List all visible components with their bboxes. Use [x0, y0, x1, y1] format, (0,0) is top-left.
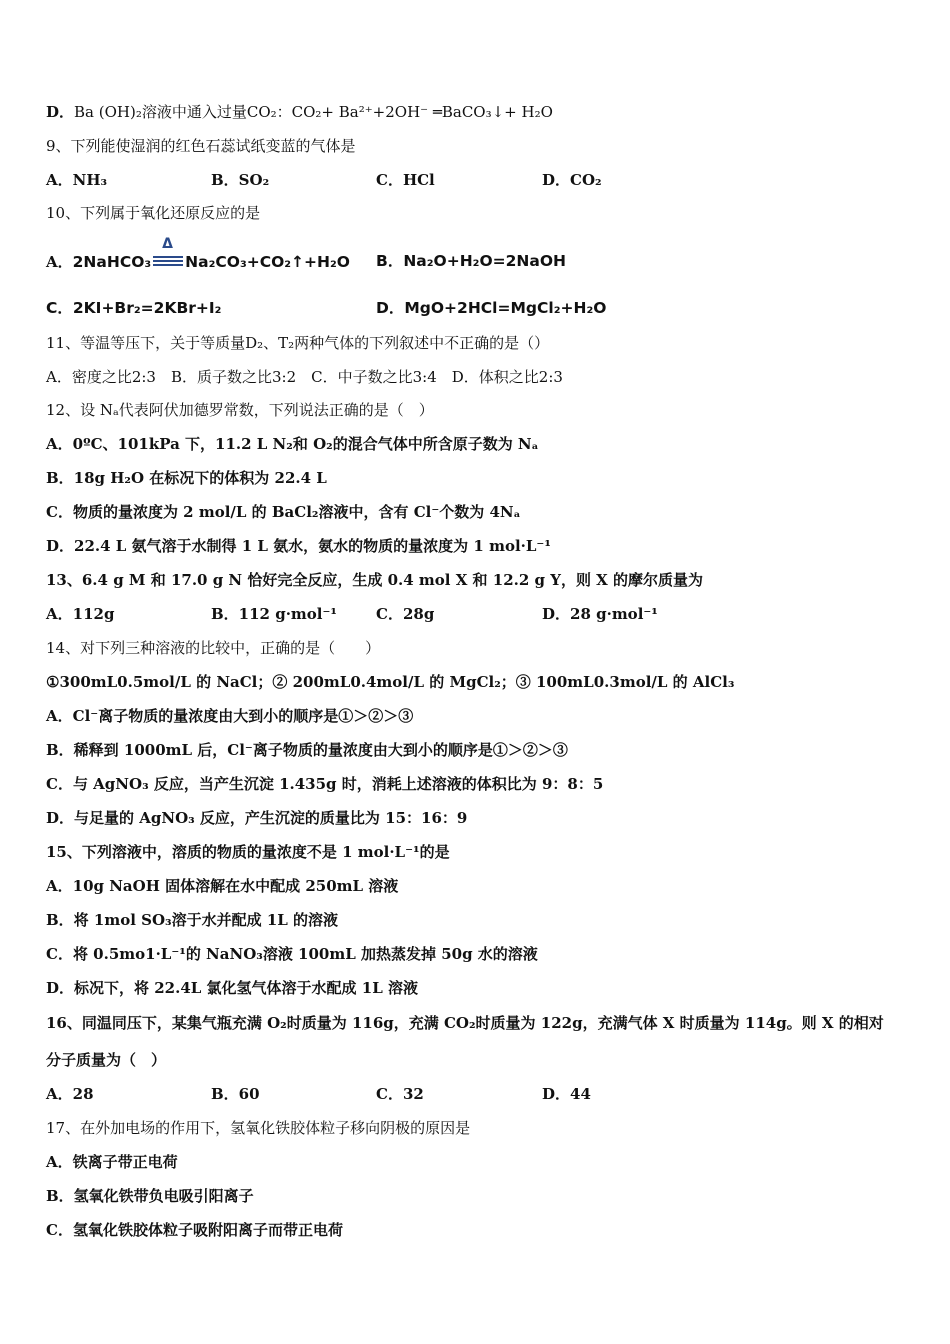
option-label: D． — [46, 103, 75, 121]
heat-equilibrium-arrow-icon — [151, 236, 185, 271]
q14-option-d: D．与足量的 AgNO₃ 反应，产生沉淀的质量比为 15：16：9 — [46, 809, 468, 827]
equation-left: 2NaHCO₃ — [72, 253, 152, 271]
q10-stem: 10、下列属于氧化还原反应的是 — [46, 204, 261, 222]
heat-delta: Δ — [162, 236, 174, 252]
option-text: Ba (OH)₂溶液中通入过量CO₂：CO₂+ Ba²⁺+2OH⁻ ═BaCO₃↓+ H₂O — [74, 103, 553, 121]
q17-option-c: C．氢氧化铁胶体粒子吸附阳离子而带正电荷 — [46, 1221, 343, 1239]
q15-option-a: A．10g NaOH 固体溶解在水中配成 250mL 溶液 — [46, 877, 399, 895]
q11-stem: 11、等温等压下，关于等质量D₂、T₂两种气体的下列叙述中不正确的是（） — [46, 334, 550, 352]
q10-row-ab — [46, 236, 910, 271]
q15-stem: 15、下列溶液中，溶质的物质的量浓度不是 1 mol·L⁻¹的是 — [46, 843, 450, 861]
q14-stem: 14、对下列三种溶液的比较中，正确的是（ ） — [46, 639, 381, 657]
q11-options: A．密度之比2:3 B．质子数之比3:2 C．中子数之比3:4 D．体积之比2:3 — [46, 368, 563, 386]
q13-option-a: A．112g — [46, 605, 115, 623]
q9-option-c: C．HCl — [376, 171, 435, 189]
q15-option-b: B．将 1mol SO₃溶于水并配成 1L 的溶液 — [46, 911, 339, 929]
q12-option-a: A．0ºC、101kPa 下，11.2 L N₂和 O₂的混合气体中所含原子数为 Nₐ — [46, 435, 539, 453]
q10-option-c: C．2KI+Br₂=2KBr+I₂ — [46, 299, 222, 317]
q8-option-d — [46, 102, 910, 122]
option-label: A． — [46, 253, 73, 271]
q10-row-cd — [46, 298, 910, 318]
q17-stem: 17、在外加电场的作用下，氢氧化铁胶体粒子移向阴极的原因是 — [46, 1119, 471, 1137]
q14-solutions: ①300mL0.5mol/L 的 NaCl；② 200mL0.4mol/L 的 MgCl₂；③ 100mL0.3mol/L 的 AlCl₃ — [46, 673, 735, 691]
q13-option-d: D．28 g·mol⁻¹ — [542, 605, 658, 623]
q10-option-a — [46, 236, 350, 272]
q10-option-b: B．Na₂O+H₂O=2NaOH — [376, 252, 566, 270]
q12-option-c: C．物质的量浓度为 2 mol/L 的 BaCl₂溶液中，含有 Cl⁻个数为 4Nₐ — [46, 503, 521, 521]
q16-option-c: C．32 — [376, 1085, 424, 1103]
q14-option-b: B．稀释到 1000mL 后，Cl⁻离子物质的量浓度由大到小的顺序是①＞②＞③ — [46, 741, 568, 759]
equation-right: Na₂CO₃+CO₂↑+H₂O — [185, 253, 350, 271]
q16-option-b: B．60 — [211, 1085, 260, 1103]
q16-option-a: A．28 — [46, 1085, 94, 1103]
q13-option-b: B．112 g·mol⁻¹ — [211, 605, 337, 623]
q12-stem: 12、设 Nₐ代表阿伏加德罗常数，下列说法正确的是（ ） — [46, 401, 434, 419]
q14-option-a: A．Cl⁻离子物质的量浓度由大到小的顺序是①＞②＞③ — [46, 707, 414, 725]
q9-option-d: D．CO₂ — [542, 171, 602, 189]
q14-option-c: C．与 AgNO₃ 反应，当产生沉淀 1.435g 时，消耗上述溶液的体积比为 9：8：5 — [46, 775, 604, 793]
q9-option-b: B．SO₂ — [211, 171, 270, 189]
q13-stem: 13、6.4 g M 和 17.0 g N 恰好完全反应，生成 0.4 mol X 和 12.2 g Y，则 X 的摩尔质量为 — [46, 571, 704, 589]
q17-option-a: A．铁离子带正电荷 — [46, 1153, 178, 1171]
q12-option-b: B．18g H₂O 在标况下的体积为 22.4 L — [46, 469, 327, 487]
q13-options — [46, 604, 910, 624]
q15-option-d: D．标况下，将 22.4L 氯化氢气体溶于水配成 1L 溶液 — [46, 979, 418, 997]
q16-stem-line2: 分子质量为（ ） — [46, 1051, 167, 1069]
q12-option-d: D．22.4 L 氨气溶于水制得 1 L 氨水，氨水的物质的量浓度为 1 mol·L⁻¹ — [46, 537, 551, 555]
q13-option-c: C．28g — [376, 605, 435, 623]
q16-options — [46, 1084, 910, 1104]
q9-stem: 9、下列能使湿润的红色石蕊试纸变蓝的气体是 — [46, 137, 356, 155]
q9-option-a: A．NH₃ — [46, 171, 108, 189]
q16-stem-line1: 16、同温同压下，某集气瓶充满 O₂时质量为 116g，充满 CO₂时质量为 122g，充满气体 X 时质量为 114g。则 X 的相对 — [46, 1014, 884, 1032]
q9-options — [46, 170, 910, 190]
q10-option-d: D．MgO+2HCl=MgCl₂+H₂O — [376, 299, 607, 317]
q15-option-c: C．将 0.5mo1·L⁻¹的 NaNO₃溶液 100mL 加热蒸发掉 50g 水的溶液 — [46, 945, 538, 963]
q16-option-d: D．44 — [542, 1085, 591, 1103]
q17-option-b: B．氢氧化铁带负电吸引阳离子 — [46, 1187, 254, 1205]
